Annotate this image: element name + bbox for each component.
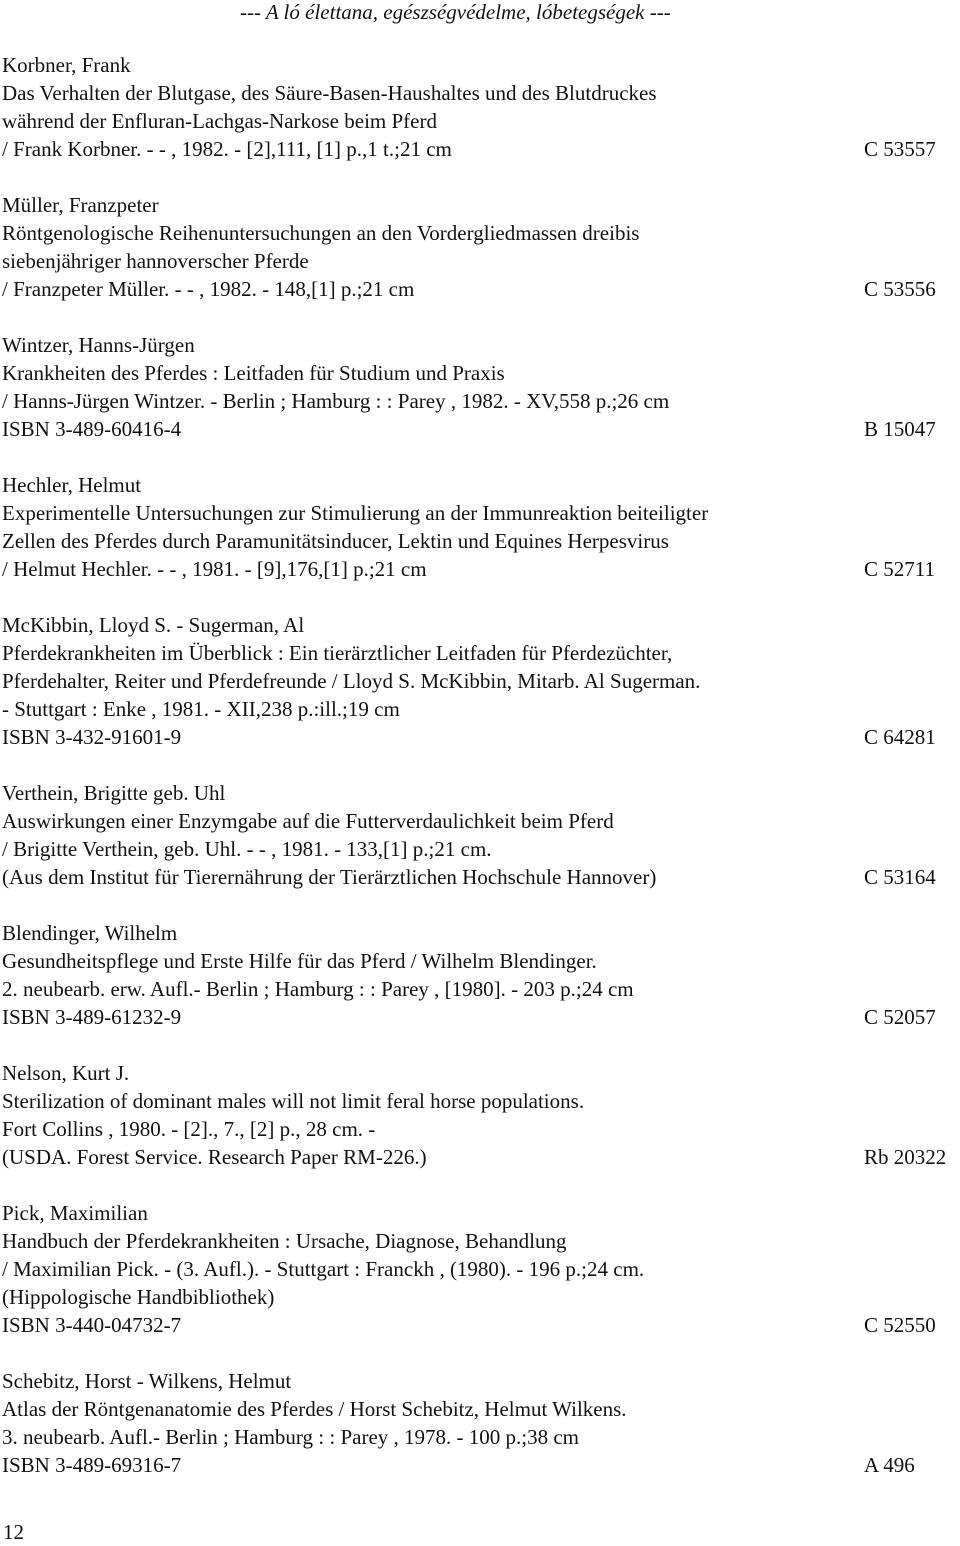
entry-author bbox=[2, 1059, 960, 1087]
entry-text: Krankheiten des Pferdes : Leitfaden für Studium und Praxis bbox=[2, 361, 505, 385]
entry-line bbox=[2, 1115, 960, 1143]
entry-text: / Helmut Hechler. - - , 1981. - [9],176,[1] p.;21 cm bbox=[2, 557, 427, 581]
shelfmark: C 64281 bbox=[864, 725, 936, 749]
shelfmark: A 496 bbox=[864, 1453, 915, 1477]
entry-line bbox=[2, 835, 960, 863]
entry-line bbox=[2, 247, 960, 275]
entry-line bbox=[2, 527, 960, 555]
page-header bbox=[0, 0, 960, 28]
entry-text: / Brigitte Verthein, geb. Uhl. - - , 1981. - 133,[1] p.;21 cm. bbox=[2, 837, 492, 861]
entry-text: Experimentelle Untersuchungen zur Stimulierung an der Immunreaktion beiteiligter bbox=[2, 501, 709, 525]
author-text: Nelson, Kurt J. bbox=[2, 1061, 130, 1085]
bibliography-entry bbox=[2, 471, 960, 583]
shelfmark: Rb 20322 bbox=[864, 1145, 947, 1169]
entry-line bbox=[2, 107, 960, 135]
shelfmark: C 52057 bbox=[864, 1005, 936, 1029]
entry-line bbox=[2, 975, 960, 1003]
entry-line bbox=[2, 807, 960, 835]
author-text: Korbner, Frank bbox=[2, 53, 131, 77]
entry-text: Röntgenologische Reihenuntersuchungen an den Vordergliedmassen dreibis bbox=[2, 221, 640, 245]
entry-text: siebenjähriger hannoverscher Pferde bbox=[2, 249, 309, 273]
shelfmark: C 53164 bbox=[864, 865, 936, 889]
entry-line bbox=[2, 555, 960, 583]
entry-text: ISBN 3-489-60416-4 bbox=[2, 417, 182, 441]
author-text: McKibbin, Lloyd S. - Sugerman, Al bbox=[2, 613, 305, 637]
entry-text: Atlas der Röntgenanatomie des Pferdes / Horst Schebitz, Helmut Wilkens. bbox=[2, 1397, 627, 1421]
entry-author bbox=[2, 191, 960, 219]
entry-author bbox=[2, 1199, 960, 1227]
entry-line bbox=[2, 499, 960, 527]
entry-line bbox=[2, 135, 960, 163]
entry-text: Zellen des Pferdes durch Paramunitätsinducer, Lektin und Equines Herpesvirus bbox=[2, 529, 669, 553]
header-title: --- A ló élettana, egészségvédelme, lóbetegségek --- bbox=[240, 0, 671, 24]
entry-text: Auswirkungen einer Enzymgabe auf die Futterverdaulichkeit beim Pferd bbox=[2, 809, 614, 833]
author-text: Hechler, Helmut bbox=[2, 473, 142, 497]
entry-line bbox=[2, 947, 960, 975]
entry-line bbox=[2, 359, 960, 387]
bibliography-entry bbox=[2, 1059, 960, 1171]
entry-text: ISBN 3-489-69316-7 bbox=[2, 1453, 182, 1477]
entry-text: ISBN 3-489-61232-9 bbox=[2, 1005, 182, 1029]
author-text: Blendinger, Wilhelm bbox=[2, 921, 178, 945]
entry-author bbox=[2, 1367, 960, 1395]
entry-author bbox=[2, 331, 960, 359]
bibliography-entry bbox=[2, 611, 960, 751]
bibliography-entry bbox=[2, 1367, 960, 1479]
author-text: Müller, Franzpeter bbox=[2, 193, 159, 217]
shelfmark: B 15047 bbox=[864, 417, 936, 441]
entry-text: (Aus dem Institut für Tierernährung der Tierärztlichen Hochschule Hannover) bbox=[2, 865, 657, 889]
bibliography-entry bbox=[2, 1199, 960, 1339]
entry-author bbox=[2, 919, 960, 947]
entry-line bbox=[2, 1087, 960, 1115]
bibliography-entry bbox=[2, 919, 960, 1031]
bibliography-entry bbox=[2, 191, 960, 303]
entry-line bbox=[2, 275, 960, 303]
entry-line bbox=[2, 863, 960, 891]
entry-text: Fort Collins , 1980. - [2]., 7., [2] p., 28 cm. - bbox=[2, 1117, 376, 1141]
entry-author bbox=[2, 51, 960, 79]
shelfmark: C 53557 bbox=[864, 137, 936, 161]
shelfmark: C 52550 bbox=[864, 1313, 936, 1337]
author-text: Pick, Maximilian bbox=[2, 1201, 148, 1225]
entry-text: Gesundheitspflege und Erste Hilfe für das Pferd / Wilhelm Blendinger. bbox=[2, 949, 597, 973]
entry-text: während der Enfluran-Lachgas-Narkose beim Pferd bbox=[2, 109, 437, 133]
entry-line bbox=[2, 1311, 960, 1339]
entry-line bbox=[2, 1227, 960, 1255]
entry-text: 3. neubearb. Aufl.- Berlin ; Hamburg : : Parey , 1978. - 100 p.;38 cm bbox=[2, 1425, 580, 1449]
entry-text: / Hanns-Jürgen Wintzer. - Berlin ; Hamburg : : Parey , 1982. - XV,558 p.;26 cm bbox=[2, 389, 670, 413]
entry-line bbox=[2, 1003, 960, 1031]
entry-line bbox=[2, 695, 960, 723]
entry-text: ISBN 3-432-91601-9 bbox=[2, 725, 182, 749]
entry-line bbox=[2, 1283, 960, 1311]
entry-text: Pferdekrankheiten im Überblick : Ein tierärztlicher Leitfaden für Pferdezüchter, bbox=[2, 641, 673, 665]
author-text: Wintzer, Hanns-Jürgen bbox=[2, 333, 195, 357]
entry-text: Handbuch der Pferdekrankheiten : Ursache, Diagnose, Behandlung bbox=[2, 1229, 567, 1253]
bibliography-entry bbox=[2, 51, 960, 163]
entry-line bbox=[2, 723, 960, 751]
entry-line bbox=[2, 667, 960, 695]
entry-author bbox=[2, 611, 960, 639]
author-text: Schebitz, Horst - Wilkens, Helmut bbox=[2, 1369, 292, 1393]
shelfmark: C 53556 bbox=[864, 277, 936, 301]
entry-text: Pferdehalter, Reiter und Pferdefreunde / Lloyd S. McKibbin, Mitarb. Al Sugerman. bbox=[2, 669, 701, 693]
entry-line bbox=[2, 1423, 960, 1451]
entry-text: (Hippologische Handbibliothek) bbox=[2, 1285, 275, 1309]
entry-author bbox=[2, 471, 960, 499]
entry-line bbox=[2, 387, 960, 415]
entry-line bbox=[2, 219, 960, 247]
bibliography-entry bbox=[2, 331, 960, 443]
entry-text: / Maximilian Pick. - (3. Aufl.). - Stuttgart : Franckh , (1980). - 196 p.;24 cm. bbox=[2, 1257, 645, 1281]
entry-line bbox=[2, 1255, 960, 1283]
entry-text: 2. neubearb. erw. Aufl.- Berlin ; Hamburg : : Parey , [1980]. - 203 p.;24 cm bbox=[2, 977, 634, 1001]
entry-line bbox=[2, 1143, 960, 1171]
bibliography-list bbox=[2, 51, 960, 1507]
entry-text: / Frank Korbner. - - , 1982. - [2],111, [1] p.,1 t.;21 cm bbox=[2, 137, 452, 161]
page-number: 12 bbox=[3, 1520, 24, 1544]
entry-line bbox=[2, 1451, 960, 1479]
entry-line bbox=[2, 639, 960, 667]
entry-text: ISBN 3-440-04732-7 bbox=[2, 1313, 182, 1337]
shelfmark: C 52711 bbox=[864, 557, 935, 581]
entry-text: Sterilization of dominant males will not limit feral horse populations. bbox=[2, 1089, 585, 1113]
entry-line bbox=[2, 1395, 960, 1423]
entry-line bbox=[2, 415, 960, 443]
entry-text: Das Verhalten der Blutgase, des Säure-Basen-Haushaltes und des Blutdruckes bbox=[2, 81, 657, 105]
author-text: Verthein, Brigitte geb. Uhl bbox=[2, 781, 226, 805]
entry-text: (USDA. Forest Service. Research Paper RM-226.) bbox=[2, 1145, 427, 1169]
entry-line bbox=[2, 79, 960, 107]
bibliography-entry bbox=[2, 779, 960, 891]
entry-author bbox=[2, 779, 960, 807]
entry-text: - Stuttgart : Enke , 1981. - XII,238 p.:ill.;19 cm bbox=[2, 697, 400, 721]
entry-text: / Franzpeter Müller. - - , 1982. - 148,[1] p.;21 cm bbox=[2, 277, 415, 301]
